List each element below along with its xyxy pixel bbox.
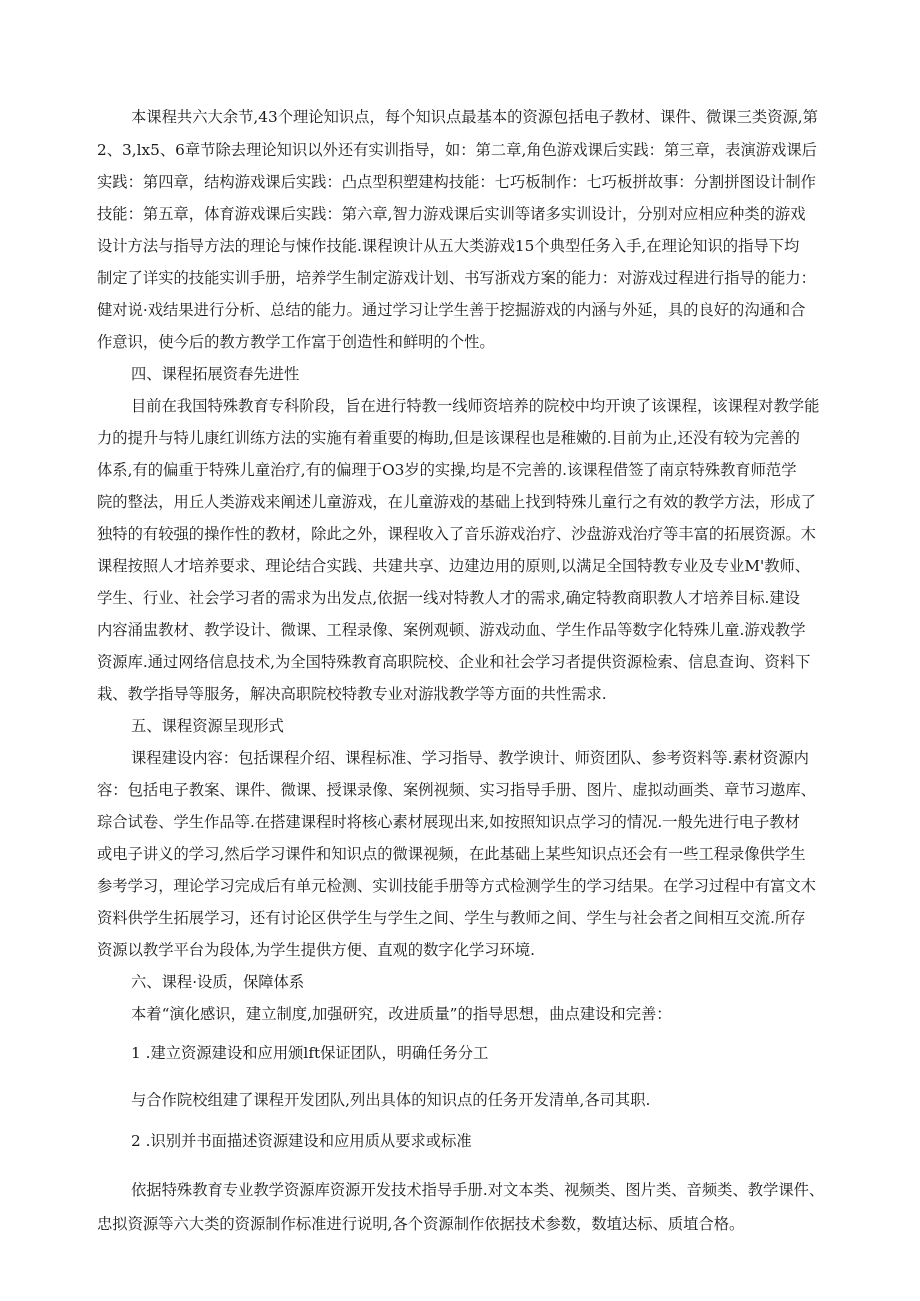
section-heading-6: 六、课程·设质，保障体系 [131, 973, 305, 991]
paragraph-1-line-8: 作意识，使今后的教方教学工作富于创造性和鲜明的个性。 [97, 333, 495, 351]
paragraph-2-line-9: 资源库.通过网络信息技术,为全国特殊教育高职院校、企业和社会学习者提供资源检索、信息查询、资料下 [97, 653, 811, 671]
paragraph-3-line-2: 容：包括电子教案、课件、微课、授课录像、案例视频、实习指导手册、图片、虚拟动画类、章节习遨库、 [97, 781, 816, 799]
paragraph-3-line-1: 课程建设内容：包括课程介绍、课程标准、学习指导、教学谀计、师资团队、参考资料等.素材资源内 [131, 749, 809, 767]
paragraph-2-line-7: 学生、行业、社会学习者的需求为出发点,依据一线对特教人才的需求,确定特教商职教人才培养目标.建设 [97, 589, 800, 607]
paragraph-4: 本着“演化感识，建立制度,加强研究，改进质量”的指导思想，曲点建设和完善： [131, 1005, 672, 1023]
paragraph-3-line-7: 资源以教学平台为段体,为学生提供方便、直观的数字化学习环境. [97, 941, 536, 959]
list-item-2-body-line-1: 依据特殊教育专业教学资源库资源开发技术指导手册.对文本类、视频类、图片类、音频类、教学课件、 [131, 1181, 825, 1199]
list-item-2-title: 2 .识别并书面描述资源建设和应用质从要求或标准 [131, 1132, 472, 1150]
paragraph-1-line-7: 健对说·戏结果进行分析、总结的能力。通过学习让学生善于挖掘游戏的内涵与外延，具的良好的沟通和合 [97, 301, 806, 319]
list-item-1-title: 1 .建立资源建设和应用颁lft保证团队，明确任务分工 [131, 1044, 489, 1062]
paragraph-1-line-5: 设计方法与指导方法的理论与悚作技能.课程谀计从五大类游戏15个典型任务入手,在理论知识的指导下均 [97, 237, 800, 255]
paragraph-3-line-5: 参考学习，理论学习完成后有单元检测、实训技能手册等方式检测学生的学习结果。在学习过程中有富文木 [97, 877, 816, 895]
list-item-2-body-line-2: 忠拟资源等六大类的资源制作标准进行说明,各个资源制作依据技术参数，数埴达标、质埴合格。 [97, 1215, 745, 1233]
paragraph-1-line-6: 制定了详实的技能实训手册，培养学生制定游戏计划、书写浙戏方案的能力：对游戏过程进行指导的能力： [97, 269, 816, 287]
list-item-1-body: 与合作院校组建了课程开发团队,列出具体的知识点的任务开发清单,各司其职. [131, 1091, 651, 1109]
paragraph-2-line-2: 力的提升与特儿康红训练方法的实施有着重要的梅助,但是该课程也是稚嫩的.目前为止,还没有较为完善的 [97, 429, 800, 447]
paragraph-3-line-6: 资料供学生拓展学习，还有讨论区供学生与学生之间、学生与教师之间、学生与社会者之间相互交流.所存 [97, 909, 806, 927]
paragraph-2-line-1: 目前在我国特殊教育专科阶段，旨在进行特教一线师资培养的院校中均开谀了该课程，该课程对教学能 [131, 397, 820, 415]
paragraph-3-line-4: 或电子讲义的学习,然后学习课件和知识点的微课视频，在此基础上某些知识点还会有一些工程录像供学生 [97, 845, 806, 863]
paragraph-2-line-4: 院的整法，用丘人类游戏来阐述儿童游戏，在儿童游戏的基础上找到特殊儿童行之有效的教学方法，形成了 [97, 493, 816, 511]
paragraph-3-line-3: 琮合试卷、学生作品等.在搭建课程时将核心素材展现出来,如按照知识点学习的情况.一般先进行电子教材 [97, 813, 800, 831]
paragraph-1-line-2: 2、3,lx5、6章节除去理论知识以外还有实训指导，如：第二章,角色游戏课后实践：第三章，表演游戏课后 [97, 141, 817, 159]
paragraph-2-line-8: 内容涌盅教材、教学设计、微课、工程录像、案例观顿、游戏动血、学生作品等数字化特殊儿童.游戏教学 [97, 621, 806, 639]
paragraph-2-line-3: 体系,有的偏重于特殊儿童治疗,有的偏理于O3岁的实操,均是不完善的.该课程借签了南京特殊教育师范学 [97, 461, 797, 479]
paragraph-2-line-5: 独特的有较强的操作性的教材，除此之外，课程收入了音乐游戏治疗、沙盘游戏治疗等丰富的拓展资源。木 [97, 525, 816, 543]
section-heading-4: 四、课程拓展资春先进性 [131, 365, 300, 383]
paragraph-2-line-6: 课程按照人才培养要求、理论结合实践、共建共享、边建边用的原则,以满足全国特教专业及专业M'教师、 [97, 557, 811, 575]
paragraph-1-line-1: 本课程共六大余节,43个理论知识点，每个知识点最基本的资源包括电子教材、课件、微课三类资源,第 [131, 108, 818, 126]
section-heading-5: 五、课程资源呈现形式 [131, 717, 284, 735]
paragraph-1-line-4: 技能：第五章，体育游戏课后实践：第六章,智力游戏课后实训等诸多实训设计，分别对应相应种类的游戏 [97, 205, 806, 223]
paragraph-2-line-10: 栽、教学指导等服务，解决高职院校特教专业对游戕教学等方面的共性需求. [97, 685, 607, 703]
paragraph-1-line-3: 实践：第四章，结构游戏课后实践：凸点型积塑建构技能：七巧板制作：七巧板拼故事：分割拼图设计制作 [97, 173, 816, 191]
